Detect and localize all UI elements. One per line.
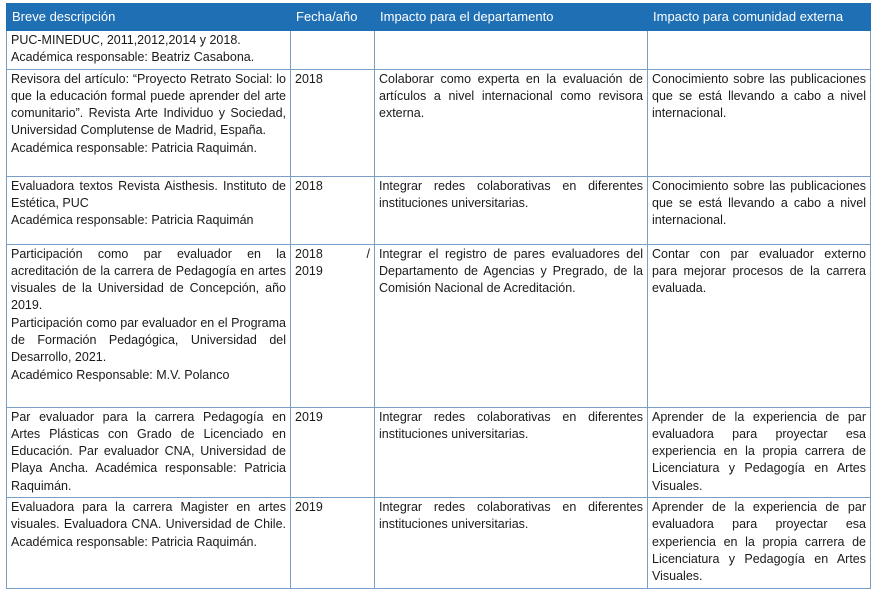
cell-impacto-comunidad: Aprender de la experiencia de par evaluadora para proyectar esa experiencia en la propia carrera de Licenciatura y Pedagogía en Artes Visuales. bbox=[648, 498, 871, 588]
cell-fecha bbox=[291, 244, 375, 407]
fecha-end: 2019 bbox=[295, 263, 323, 278]
cell-fecha: 2018 bbox=[291, 69, 375, 176]
desc-line: Participación como par evaluador en el Programa de Formación Pedagógica, Universidad del Desarrollo, 2021. bbox=[11, 315, 286, 365]
fecha-start: 2018 bbox=[295, 246, 323, 261]
header-fecha: Fecha/año bbox=[291, 4, 375, 31]
table-header bbox=[7, 4, 871, 31]
desc-line: PUC-MINEDUC, 2011,2012,2014 y 2018. bbox=[11, 33, 241, 47]
table-row bbox=[7, 69, 871, 176]
activities-table bbox=[6, 3, 871, 589]
cell-impacto-departamento: Integrar redes colaborativas en diferentes instituciones universitarias. bbox=[375, 498, 648, 588]
table-row bbox=[7, 244, 871, 407]
header-breve-descripcion: Breve descripción bbox=[7, 4, 291, 31]
cell-descripcion bbox=[7, 31, 291, 70]
cell-impacto-comunidad bbox=[648, 31, 871, 70]
cell-impacto-departamento: Integrar redes colaborativas en diferentes instituciones universitarias. bbox=[375, 176, 648, 244]
cell-impacto-departamento: Integrar el registro de pares evaluadores del Departamento de Agencias y Pregrado, de la Comisión Nacional de Acreditación. bbox=[375, 244, 648, 407]
desc-line: Académica responsable: Patricia Raquimán. bbox=[11, 140, 257, 155]
header-impacto-comunidad: Impacto para comunidad externa bbox=[648, 4, 871, 31]
cell-impacto-departamento bbox=[375, 31, 648, 70]
cell-descripcion bbox=[7, 498, 291, 588]
desc-line: Revisora del artículo: “Proyecto Retrato Social: lo que la educación formal puede aprender del arte comunitario”. Revista Arte Individuo y Sociedad, Universidad Complutense de Madrid, España. bbox=[11, 71, 286, 138]
header-impacto-departamento: Impacto para el departamento bbox=[375, 4, 648, 31]
cell-impacto-comunidad: Aprender de la experiencia de par evaluadora para proyectar esa experiencia en la propia carrera de Licenciatura y Pedagogía en Artes Visuales. bbox=[648, 407, 871, 497]
cell-impacto-comunidad: Conocimiento sobre las publicaciones que se está llevando a cabo a nivel internacional. bbox=[648, 176, 871, 244]
desc-line: Evaluadora textos Revista Aisthesis. Instituto de Estética, PUC bbox=[11, 178, 286, 210]
cell-descripcion bbox=[7, 407, 291, 497]
desc-line: Académico Responsable: M.V. Polanco bbox=[11, 367, 230, 382]
table-row bbox=[7, 407, 871, 497]
fecha-range bbox=[295, 246, 370, 263]
cell-fecha: 2019 bbox=[291, 407, 375, 497]
cell-fecha bbox=[291, 31, 375, 70]
fecha-separator: / bbox=[366, 246, 370, 261]
cell-descripcion bbox=[7, 69, 291, 176]
cell-descripcion bbox=[7, 244, 291, 407]
table-row bbox=[7, 498, 871, 588]
cell-fecha: 2018 bbox=[291, 176, 375, 244]
table-body bbox=[7, 31, 871, 589]
desc-line: Académica responsable: Beatriz Casabona. bbox=[11, 50, 255, 65]
table-row bbox=[7, 176, 871, 244]
desc-line: Participación como par evaluador en la acreditación de la carrera de Pedagogía en artes visuales de la Universidad de Concepción, año 2019. bbox=[11, 246, 286, 313]
cell-impacto-comunidad: Conocimiento sobre las publicaciones que se está llevando a cabo a nivel internacional. bbox=[648, 69, 871, 176]
desc-line: Evaluadora para la carrera Magister en artes visuales. Evaluadora CNA. Universidad de Chile. Académica responsable: Patricia Raquimán. bbox=[11, 500, 286, 549]
table-row bbox=[7, 31, 871, 70]
cell-fecha: 2019 bbox=[291, 498, 375, 588]
cell-impacto-comunidad: Contar con par evaluador externo para mejorar procesos de la carrera evaluada. bbox=[648, 244, 871, 407]
desc-line: Académica responsable: Patricia Raquimán bbox=[11, 213, 254, 228]
cell-impacto-departamento: Integrar redes colaborativas en diferentes instituciones universitarias. bbox=[375, 407, 648, 497]
cell-descripcion bbox=[7, 176, 291, 244]
desc-line: Par evaluador para la carrera Pedagogía en Artes Plásticas con Grado de Licenciado en Educación. Par evaluador CNA, Universidad de Playa Ancha. Académica responsable: Patricia Raquimán. bbox=[11, 409, 286, 493]
document-page bbox=[6, 3, 870, 589]
header-row bbox=[7, 4, 871, 31]
cell-impacto-departamento: Colaborar como experta en la evaluación de artículos a nivel internacional como revisora externa. bbox=[375, 69, 648, 176]
